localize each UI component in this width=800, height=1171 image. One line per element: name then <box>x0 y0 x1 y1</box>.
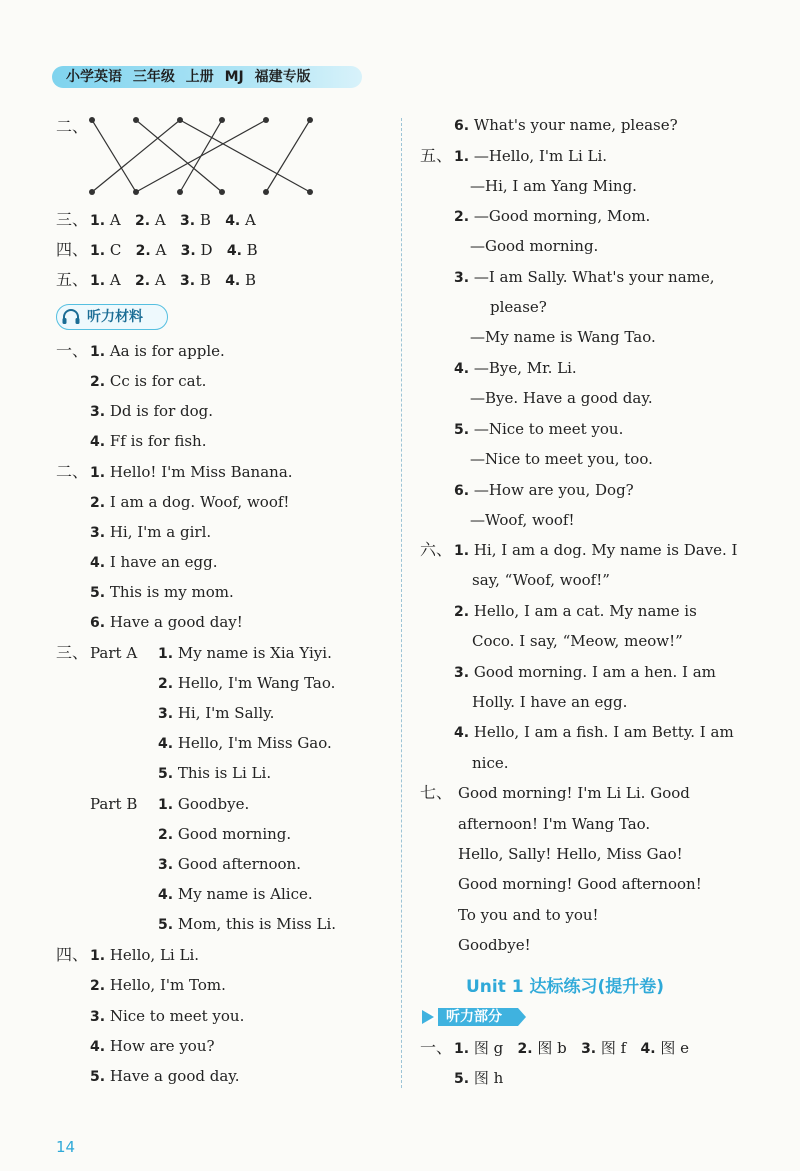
section-label: 三、 <box>56 643 89 662</box>
list-item: 5. Have a good day. <box>90 1067 240 1085</box>
listening-badge-label: 听力部分 <box>446 1009 502 1025</box>
list-item: Hello, Sally! Hello, Miss Gao! <box>458 845 683 863</box>
match-dot <box>219 117 225 123</box>
list-item: 4. Hello, I am a fish. I am Betty. I am <box>454 723 734 741</box>
list-item: nice. <box>472 754 509 772</box>
match-dot <box>89 189 95 195</box>
list-item: Goodbye! <box>458 936 531 954</box>
list-item: 3. Hi, I'm Sally. <box>158 704 275 722</box>
match-dot <box>219 189 225 195</box>
list-item: say, “Woof, woof!” <box>472 571 610 589</box>
match-line <box>180 120 310 192</box>
section-label: 四、 <box>56 945 89 964</box>
list-item: 2. Hello, I am a cat. My name is <box>454 602 697 620</box>
list-item: Coco. I say, “Meow, meow!” <box>472 632 683 650</box>
list-item: 4. Hello, I'm Miss Gao. <box>158 734 332 752</box>
section-label: 二、 <box>56 117 89 136</box>
section-label: 六、 <box>420 540 453 559</box>
match-dot <box>89 117 95 123</box>
answer-row: 1. 图 g 2. 图 b 3. 图 f 4. 图 e <box>454 1039 690 1057</box>
list-item: —My name is Wang Tao. <box>470 328 656 346</box>
list-item: Holly. I have an egg. <box>472 693 628 711</box>
list-item: 3. Hi, I'm a girl. <box>90 523 212 541</box>
list-item: 1. —Hello, I'm Li Li. <box>454 147 608 165</box>
unit-title: Unit 1 达标练习(提升卷) <box>466 977 665 997</box>
list-item: —Hi, I am Yang Ming. <box>470 177 637 195</box>
list-item: —Woof, woof! <box>470 511 575 529</box>
list-item: —Good morning. <box>470 237 599 255</box>
part-a-label: Part A <box>90 644 138 662</box>
list-item: 6. What's your name, please? <box>454 116 678 134</box>
section-label: 一、 <box>420 1038 453 1057</box>
list-item: 1. Hello! I'm Miss Banana. <box>90 463 293 481</box>
list-item: 3. Nice to meet you. <box>90 1007 245 1025</box>
list-item: 3. Good afternoon. <box>158 855 301 873</box>
header-title: 小学英语 三年级 上册 MJ 福建专版 <box>66 69 311 85</box>
section-label: 一、 <box>56 341 89 360</box>
answer-row: 1. A 2. A 3. B 4. B <box>90 271 257 289</box>
list-item: 2. I am a dog. Woof, woof! <box>90 493 290 511</box>
list-item: 3. —I am Sally. What's your name, <box>454 268 715 286</box>
list-item: 4. My name is Alice. <box>158 885 313 903</box>
match-dot <box>177 189 183 195</box>
list-item: 5. This is my mom. <box>90 583 234 601</box>
section-label: 五、 <box>56 270 89 289</box>
page-number: 14 <box>56 1138 76 1156</box>
match-dot <box>307 117 313 123</box>
match-line <box>266 120 310 192</box>
list-item: 1. Hi, I am a dog. My name is Dave. I <box>454 541 738 559</box>
match-line <box>136 120 266 192</box>
list-item: 3. Good morning. I am a hen. I am <box>454 663 716 681</box>
match-line <box>92 120 180 192</box>
list-item: To you and to you! <box>458 906 599 924</box>
list-item: please? <box>490 298 547 316</box>
list-item: 4. How are you? <box>90 1037 215 1055</box>
list-item: 6. —How are you, Dog? <box>454 481 634 499</box>
match-dot <box>263 117 269 123</box>
list-item: —Bye. Have a good day. <box>470 389 653 407</box>
matching-diagram <box>84 112 324 198</box>
list-item: 4. I have an egg. <box>90 553 218 571</box>
list-item: 5. —Nice to meet you. <box>454 420 624 438</box>
match-line <box>136 120 222 192</box>
list-item: 2. Hello, I'm Tom. <box>90 976 226 994</box>
list-item: 3. Dd is for dog. <box>90 402 214 420</box>
list-item: Good morning! Good afternoon! <box>458 875 702 893</box>
match-dot <box>307 189 313 195</box>
list-item: 4. Ff is for fish. <box>90 432 207 450</box>
list-item: 2. Hello, I'm Wang Tao. <box>158 674 336 692</box>
list-item: 2. Good morning. <box>158 825 292 843</box>
section-label: 三、 <box>56 210 89 229</box>
column-divider <box>401 118 402 1088</box>
list-item: 5. This is Li Li. <box>158 764 272 782</box>
answer-row: 1. A 2. A 3. B 4. A <box>90 211 256 229</box>
list-item: 1. My name is Xia Yiyi. <box>158 644 332 662</box>
list-item: 4. —Bye, Mr. Li. <box>454 359 577 377</box>
headphones-icon <box>61 308 81 326</box>
list-item: 1. Aa is for apple. <box>90 342 225 360</box>
match-dot <box>177 117 183 123</box>
match-dot <box>263 189 269 195</box>
list-item: 1. Goodbye. <box>158 795 250 813</box>
match-dot <box>133 117 139 123</box>
section-label: 二、 <box>56 462 89 481</box>
answer-row: 1. C 2. A 3. D 4. B <box>90 241 258 259</box>
list-item: —Nice to meet you, too. <box>470 450 653 468</box>
section-label: 七、 <box>420 783 453 802</box>
audio-material-badge <box>56 304 168 330</box>
audio-badge-label: 听力材料 <box>87 309 143 325</box>
list-item: 1. Hello, Li Li. <box>90 946 200 964</box>
list-item: afternoon! I'm Wang Tao. <box>458 815 651 833</box>
list-item: 6. Have a good day! <box>90 613 243 631</box>
list-item: 2. —Good morning, Mom. <box>454 207 651 225</box>
list-item: 5. Mom, this is Miss Li. <box>158 915 337 933</box>
list-item: 2. Cc is for cat. <box>90 372 207 390</box>
match-line <box>92 120 136 192</box>
answer-row: 5. 图 h <box>454 1069 504 1087</box>
section-label: 四、 <box>56 240 89 259</box>
listening-section-badge <box>420 1006 528 1028</box>
section-label: 五、 <box>420 146 453 165</box>
match-dot <box>133 189 139 195</box>
list-item: Good morning! I'm Li Li. Good <box>458 784 690 802</box>
part-b-label: Part B <box>90 795 138 813</box>
